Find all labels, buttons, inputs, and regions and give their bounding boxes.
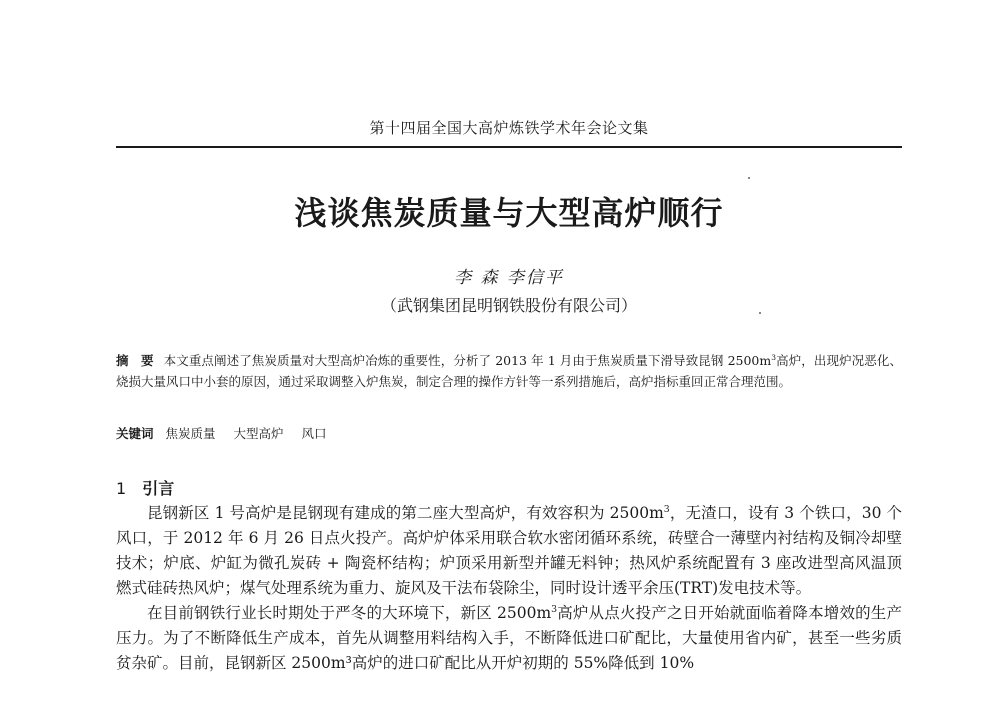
abstract-text-part-1: 本文重点阐述了焦炭质量对大型高炉冶炼的重要性，分析了 2013 年 1 月由于焦炭质量下滑导致昆钢 2500m <box>163 353 772 368</box>
body-paragraph <box>116 501 902 601</box>
abstract-superscript: 3 <box>771 352 777 362</box>
paragraph-text-part-1: 在目前钢铁行业长时期处于严冬的大环境下，新区 2500m <box>147 604 552 622</box>
header-rule <box>116 146 902 148</box>
keywords <box>116 423 902 444</box>
body-text <box>116 501 902 676</box>
scan-speck <box>759 312 761 314</box>
keywords-label: 关键词 <box>116 426 154 441</box>
keyword-item: 风口 <box>301 426 327 441</box>
scan-speck <box>748 177 750 179</box>
abstract-text-part-2: 高炉，出现炉况恶化、烧损大量风口中小套的原因，通过采取调整入炉焦炭，制定合理的操作方针等一系列措施后，高炉指标重回正常合理范围。 <box>116 353 902 389</box>
paragraph-superscript: 3 <box>551 603 558 615</box>
section-heading <box>116 476 174 499</box>
section-title: 引言 <box>142 479 175 498</box>
paragraph-text-part-1: 昆钢新区 1 号高炉是昆钢现有建成的第二座大型高炉，有效容积为 2500m <box>147 504 664 522</box>
section-number: 1 <box>116 479 127 498</box>
paragraph-text-part-2: 高炉从点火投产之日开始就面临着降本增效的生产压力。为了不断降低生产成本，首先从调整用料结构入手，不断降低进口矿配比，大量使用省内矿，甚至一些劣质贫杂矿。目前，昆钢新区 2500m³高炉的进口矿配比从开炉初期的 55%降低到 10% <box>116 604 902 672</box>
paragraph-text-part-2: ，无渣口，设有 3 个铁口，30 个风口，于 2012 年 6 月 26 日点火投产。高炉炉体采用联合软水密闭循环系统，砖壁合一薄壁内衬结构及铜冷却壁技术；炉底、炉缸为微孔炭砖 + 陶瓷杯结构；炉顶采用新型并罐无料钟；热风炉系统配置有 3 座改进型高风温顶燃式硅砖热风炉；煤气处理系统为重力、旋风及干法布袋除尘，同时设计透平余压(TRT)发电技术等。 <box>116 504 902 597</box>
keyword-item: 大型高炉 <box>233 426 284 441</box>
abstract <box>116 350 902 392</box>
paragraph-superscript: 3 <box>663 503 670 515</box>
paper-title: 浅谈焦炭质量与大型高炉顺行 <box>294 194 724 232</box>
body-paragraph <box>116 601 902 676</box>
paper-affiliation: （武钢集团昆明钢铁股份有限公司） <box>380 296 637 315</box>
abstract-label: 摘 要 <box>116 353 158 368</box>
keyword-item: 焦炭质量 <box>165 426 216 441</box>
paper-authors: 李 森 李信平 <box>454 268 564 288</box>
running-header: 第十四届全国大高炉炼铁学术年会论文集 <box>369 119 649 137</box>
